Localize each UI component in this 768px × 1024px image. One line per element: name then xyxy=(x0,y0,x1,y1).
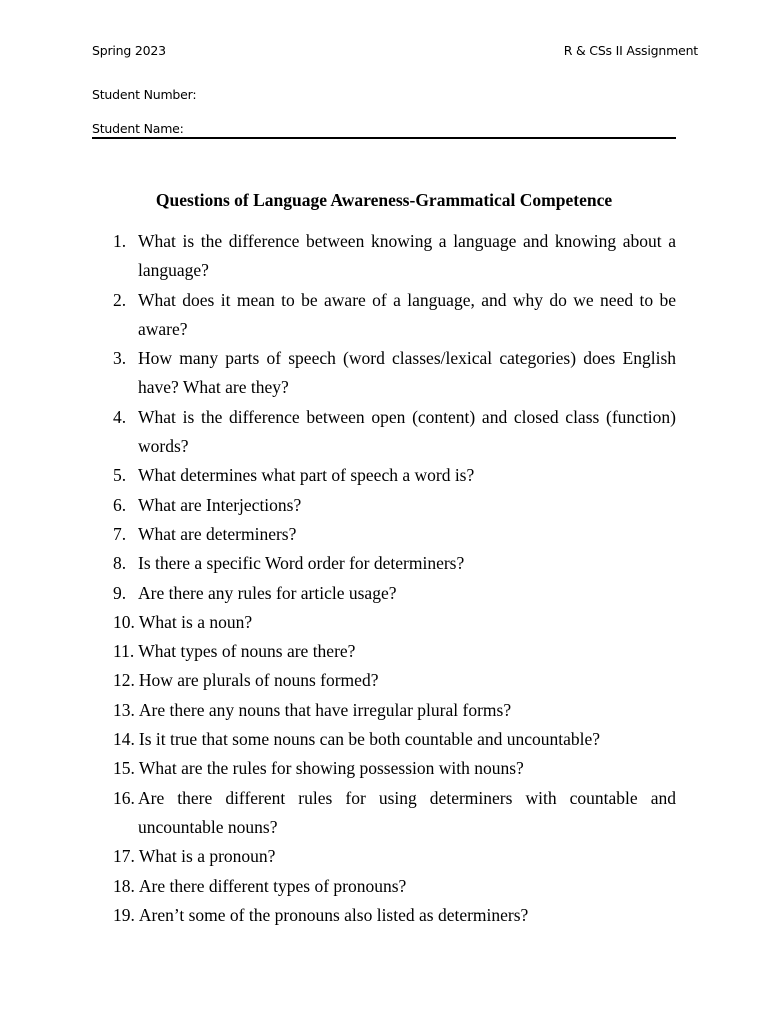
question-text: What is the difference between knowing a language and knowing about a language? xyxy=(138,231,676,281)
question-item xyxy=(113,461,676,490)
question-item xyxy=(113,491,676,520)
student-name-label: Student Name: xyxy=(92,121,184,136)
question-text: How many parts of speech (word classes/lexical categories) does English have? What are they? xyxy=(138,348,676,398)
question-number: 14. xyxy=(113,729,135,750)
question-number: 12. xyxy=(113,670,135,691)
question-list xyxy=(113,227,676,930)
question-text: What is the difference between open (content) and closed class (function) words? xyxy=(138,406,676,457)
question-number: 11. xyxy=(113,641,135,662)
question-item xyxy=(113,725,676,754)
question-item xyxy=(113,666,676,695)
question-text: Are there different rules for using determiners with countable and uncountable nouns? xyxy=(138,787,676,837)
page-title: Questions of Language Awareness-Grammatical Competence xyxy=(155,190,613,210)
question-text: Is there a specific Word order for determiners? xyxy=(138,553,465,574)
question-number: 10. xyxy=(113,611,135,632)
question-item xyxy=(113,842,676,871)
header-course-title: R & CSs II Assignment xyxy=(563,43,698,58)
header-semester: Spring 2023 xyxy=(92,43,166,58)
question-number: 9. xyxy=(113,582,127,603)
question-item xyxy=(113,608,676,637)
question-number: 7. xyxy=(113,523,127,544)
question-item xyxy=(113,520,676,549)
question-item xyxy=(113,784,676,843)
question-item xyxy=(113,227,676,286)
question-text: What are determiners? xyxy=(138,523,297,544)
question-item xyxy=(113,403,676,462)
question-text: What are the rules for showing possession with nouns? xyxy=(138,758,524,779)
question-number: 1. xyxy=(113,231,127,251)
question-text: Are there any nouns that have irregular plural forms? xyxy=(138,699,512,720)
question-number: 2. xyxy=(113,289,127,310)
question-text: What is a noun? xyxy=(138,611,253,632)
question-item xyxy=(113,344,676,403)
question-number: 4. xyxy=(113,406,127,427)
question-text: Is it true that some nouns can be both countable and uncountable? xyxy=(138,729,601,750)
question-text: What types of nouns are there? xyxy=(138,641,356,662)
question-item xyxy=(113,579,676,608)
question-text: What are Interjections? xyxy=(138,494,302,515)
question-item xyxy=(113,754,676,783)
question-number: 3. xyxy=(113,348,127,369)
question-text: What determines what part of speech a word is? xyxy=(138,465,475,486)
question-text: Are there different types of pronouns? xyxy=(138,875,407,896)
question-number: 15. xyxy=(113,758,135,779)
question-number: 18. xyxy=(113,875,135,896)
question-number: 16. xyxy=(113,787,135,808)
question-text: Aren’t some of the pronouns also listed as determiners? xyxy=(138,904,529,925)
question-item xyxy=(113,872,676,901)
question-number: 8. xyxy=(113,553,127,574)
question-number: 19. xyxy=(113,904,135,925)
question-item xyxy=(113,549,676,578)
question-text: What is a pronoun? xyxy=(138,846,276,867)
question-text: Are there any rules for article usage? xyxy=(138,582,397,603)
question-item xyxy=(113,286,676,345)
question-item xyxy=(113,637,676,666)
question-number: 6. xyxy=(113,494,127,515)
question-text: What does it mean to be aware of a language, and why do we need to be aware? xyxy=(138,289,676,339)
question-item xyxy=(113,696,676,725)
question-number: 5. xyxy=(113,465,127,486)
question-item xyxy=(113,901,676,930)
question-number: 13. xyxy=(113,699,135,720)
student-number-label: Student Number: xyxy=(92,87,197,102)
question-text: How are plurals of nouns formed? xyxy=(138,670,379,691)
question-number: 17. xyxy=(113,846,135,867)
name-underline xyxy=(92,137,676,139)
